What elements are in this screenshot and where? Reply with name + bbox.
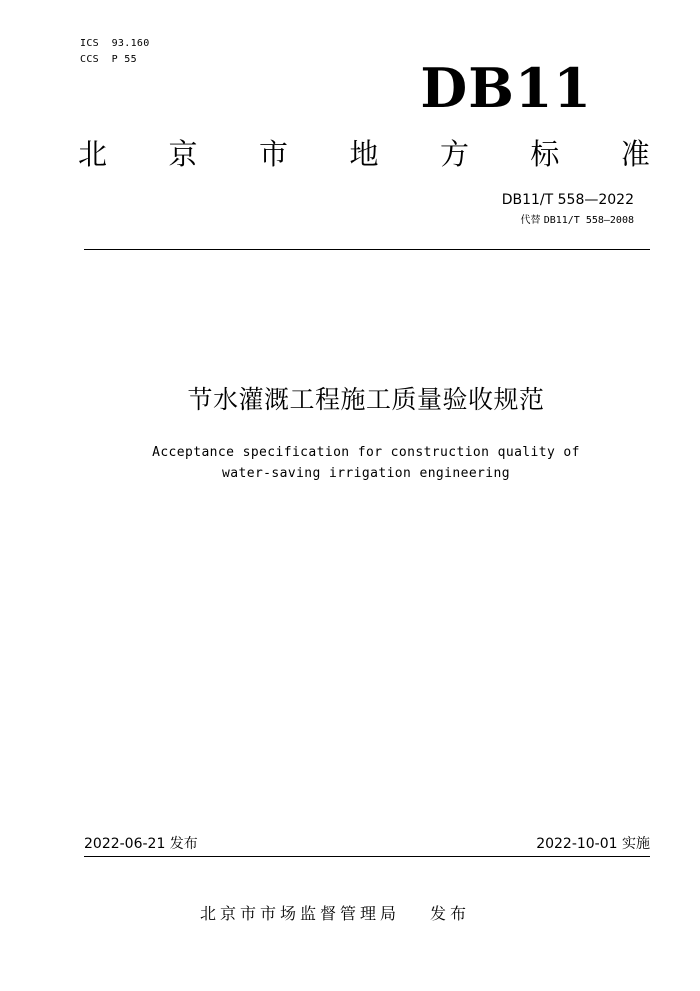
issuer-action: 发布 [430, 904, 471, 923]
replaces-standard [521, 214, 635, 228]
english-title-line: Acceptance specification for construction quality of [152, 445, 580, 460]
ccs-code: CCS P 55 [80, 54, 137, 65]
classification-codes [80, 36, 150, 68]
replaces-number: DB11/T 558—2008 [543, 215, 634, 226]
standard-type-char: 京 [168, 137, 198, 171]
document-title-english [0, 442, 700, 484]
standard-number: DB11/T 558—2022 [501, 192, 634, 208]
document-title-chinese: 节水灌溉工程施工质量验收规范 [187, 385, 545, 414]
standard-type-char: 标 [530, 137, 560, 171]
standard-type-heading [78, 134, 650, 174]
issuing-authority [200, 903, 470, 925]
replaces-label: 代替 [520, 215, 541, 226]
standard-type-char: 地 [349, 137, 379, 171]
english-title-line: water-saving irrigation engineering [222, 466, 510, 481]
db11-logo: DB11 [420, 56, 592, 120]
top-divider [84, 249, 650, 250]
standard-type-char: 北 [78, 137, 108, 171]
issue-date: 2022-06-21 发布 [84, 836, 198, 852]
standard-type-char: 市 [258, 137, 288, 171]
standard-type-char: 方 [439, 137, 469, 171]
ics-code: ICS 93.160 [80, 38, 150, 49]
bottom-divider [84, 856, 650, 857]
issuer-name: 北京市市场监督管理局 [200, 904, 401, 923]
standard-type-char: 准 [620, 137, 650, 171]
implementation-date: 2022-10-01 实施 [536, 836, 650, 852]
